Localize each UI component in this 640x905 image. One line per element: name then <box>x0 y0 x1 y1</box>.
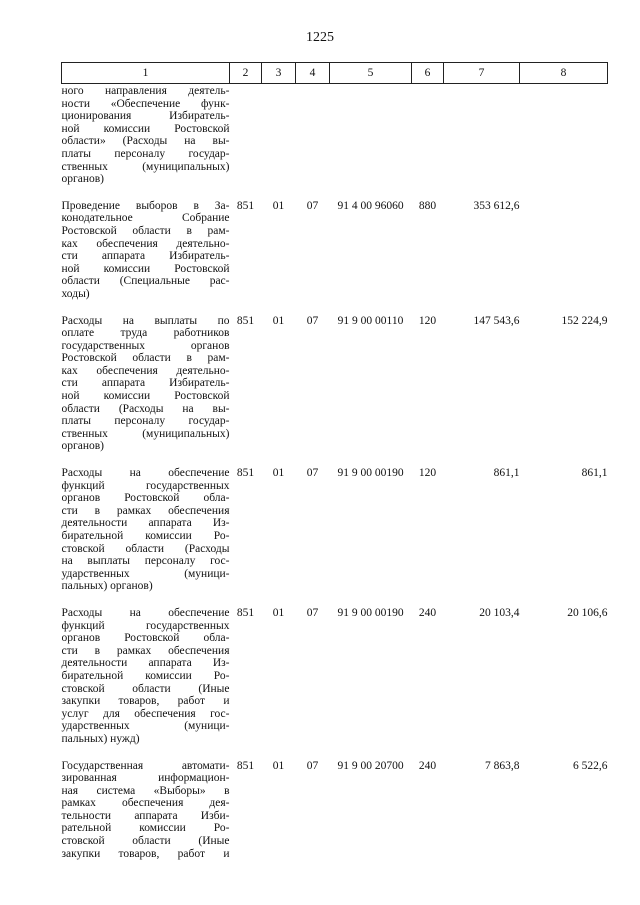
amount-year-2: 152 224,9 <box>561 314 608 327</box>
description-line: Проведение выборов в За- <box>61 199 230 212</box>
table-header-row <box>62 63 608 84</box>
description-line: ная система «Выборы» в <box>61 784 230 797</box>
column-header: 2 <box>230 63 262 84</box>
row-description <box>62 746 230 861</box>
description-line: функций государственных <box>61 619 230 632</box>
description-line: ной комиссии Ростовской <box>61 262 230 275</box>
description-line: рательной комиссии Ро- <box>61 822 230 835</box>
description-line: пальных) нужд) <box>61 732 140 745</box>
subsection-code: 07 <box>306 314 319 327</box>
amount-year-1: 861,1 <box>493 467 520 480</box>
subsection-code: 07 <box>306 759 319 772</box>
amount-year-1: 147 543,6 <box>473 314 520 327</box>
subsection-code: 07 <box>306 199 319 212</box>
target-article-code <box>330 84 412 186</box>
table-row <box>62 593 608 746</box>
description-line: Расходы на выплаты по <box>61 314 230 327</box>
description-line: Государственная автомати- <box>61 759 230 772</box>
table-row <box>62 746 608 861</box>
table-row <box>62 453 608 593</box>
row-description <box>62 84 230 186</box>
amount-year-1 <box>444 84 520 186</box>
description-line: Ростовской области в рам- <box>61 224 230 237</box>
description-line: платы персоналу государ- <box>61 147 230 160</box>
description-line: конодательное Собрание <box>61 212 230 225</box>
description-line: сти аппарата Избиратель- <box>61 250 230 263</box>
description-line: ках обеспечения деятельно- <box>61 364 230 377</box>
ministry-code: 851 <box>236 606 255 619</box>
description-line: платы персоналу государ- <box>61 415 230 428</box>
amount-year-1: 353 612,6 <box>473 199 520 212</box>
description-line: рамках обеспечения дея- <box>61 797 230 810</box>
description-line: ного направления деятель- <box>61 85 230 97</box>
description-line: ударственных (муници- <box>61 720 230 733</box>
column-header: 3 <box>262 63 296 84</box>
description-line: ударственных (муници- <box>61 567 230 580</box>
description-line: стовской области (Иные <box>61 682 230 695</box>
description-line: ной комиссии Ростовской <box>61 122 230 135</box>
table-row <box>62 84 608 186</box>
column-header: 8 <box>520 63 608 84</box>
description-line: области (Расходы на вы- <box>61 402 230 415</box>
description-line: ках обеспечения деятельно- <box>61 237 230 250</box>
description-line: оплате труда работников <box>61 327 230 340</box>
expense-type-code: 240 <box>418 606 437 619</box>
ministry-code: 851 <box>236 199 255 212</box>
ministry-code <box>230 84 262 186</box>
section-code <box>262 84 296 186</box>
ministry-code: 851 <box>236 759 255 772</box>
column-header: 5 <box>330 63 412 84</box>
expense-type-code <box>412 84 444 186</box>
target-article-code: 91 9 00 20700 <box>337 759 404 772</box>
table-body <box>62 84 608 861</box>
description-line: закупки товаров, работ и <box>61 847 230 860</box>
row-description <box>62 453 230 593</box>
target-article-code: 91 9 00 00190 <box>337 467 404 480</box>
amount-year-2: 6 522,6 <box>573 759 608 772</box>
row-description <box>62 593 230 746</box>
description-line: области (Специальные рас- <box>61 275 230 288</box>
column-header: 4 <box>296 63 330 84</box>
description-line: стовской области (Расходы <box>61 542 230 555</box>
description-line: зированная информацион- <box>61 772 230 785</box>
column-header: 1 <box>62 63 230 84</box>
description-line: сти в рамках обеспечения <box>61 504 230 517</box>
table-row <box>62 186 608 301</box>
description-line: бирательной комиссии Ро- <box>61 530 230 542</box>
description-line: функций государственных <box>61 479 230 492</box>
description-line: ной комиссии Ростовской <box>61 390 230 403</box>
row-description <box>62 301 230 454</box>
section-code: 01 <box>272 314 285 327</box>
target-article-code: 91 4 00 96060 <box>337 199 404 212</box>
section-code: 01 <box>272 467 285 480</box>
description-line: органов) <box>61 440 104 453</box>
description-line: услуг для обеспечения гос- <box>61 707 230 720</box>
amount-year-1: 7 863,8 <box>485 759 520 772</box>
row-description <box>62 186 230 301</box>
description-line: ности «Обеспечение функ- <box>61 97 230 110</box>
target-article-code: 91 9 00 00190 <box>337 606 404 619</box>
ministry-code: 851 <box>236 314 255 327</box>
column-header: 6 <box>412 63 444 84</box>
amount-year-2 <box>520 84 608 186</box>
subsection-code <box>296 84 330 186</box>
description-line: области» (Расходы на вы- <box>61 135 230 148</box>
expense-type-code: 120 <box>418 314 437 327</box>
description-line: пальных) органов) <box>61 580 153 593</box>
description-line: сти в рамках обеспечения <box>61 644 230 657</box>
expense-type-code: 880 <box>418 199 437 212</box>
subsection-code: 07 <box>306 606 319 619</box>
section-code: 01 <box>272 606 285 619</box>
description-line: Ростовской области в рам- <box>61 352 230 365</box>
description-line: ственных (муниципальных) <box>61 427 230 440</box>
description-line: органов Ростовской обла- <box>61 632 230 645</box>
amount-year-2 <box>520 186 608 301</box>
ministry-code: 851 <box>236 467 255 480</box>
description-line: деятельности аппарата Из- <box>61 517 230 530</box>
description-line: ходы) <box>61 287 90 300</box>
description-line: ционирования Избиратель- <box>61 110 230 123</box>
expense-type-code: 240 <box>418 759 437 772</box>
description-line: бирательной комиссии Ро- <box>61 669 230 682</box>
description-line: Расходы на обеспечение <box>61 467 230 480</box>
description-line: деятельности аппарата Из- <box>61 657 230 670</box>
description-line: стовской области (Иные <box>61 835 230 848</box>
expense-type-code: 120 <box>418 467 437 480</box>
description-line: сти аппарата Избиратель- <box>61 377 230 390</box>
description-line: Расходы на обеспечение <box>61 606 230 619</box>
description-line: органов) <box>61 173 104 186</box>
description-line: на выплаты персоналу гос- <box>61 555 230 568</box>
section-code: 01 <box>272 199 285 212</box>
budget-table <box>61 62 608 860</box>
page-number: 1225 <box>306 30 334 45</box>
amount-year-2: 861,1 <box>581 467 608 480</box>
subsection-code: 07 <box>306 467 319 480</box>
description-line: закупки товаров, работ и <box>61 695 230 708</box>
description-line: государственных органов <box>61 339 230 352</box>
column-header: 7 <box>444 63 520 84</box>
section-code: 01 <box>272 759 285 772</box>
target-article-code: 91 9 00 00110 <box>337 314 404 327</box>
table-row <box>62 301 608 454</box>
description-line: органов Ростовской обла- <box>61 492 230 505</box>
description-line: тельности аппарата Изби- <box>61 809 230 822</box>
amount-year-1: 20 103,4 <box>479 606 520 619</box>
description-line: ственных (муниципальных) <box>61 160 230 173</box>
amount-year-2: 20 106,6 <box>567 606 608 619</box>
